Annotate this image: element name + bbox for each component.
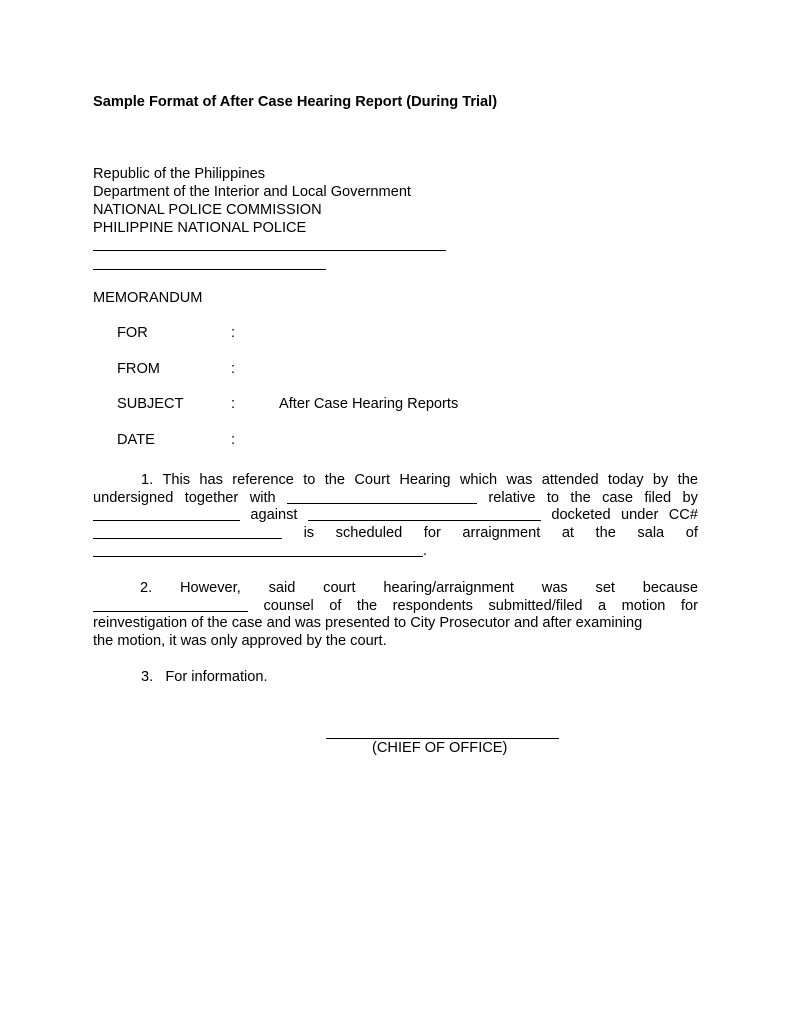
paragraph-2-line-4 [93,633,698,651]
fill-in-blank [287,490,477,504]
signature-line [326,738,559,739]
word: 2. [140,580,153,596]
for-colon: : [231,325,236,341]
paragraph-2-line-2 [93,598,698,616]
word: against [250,507,298,524]
word: 1. [141,472,154,488]
paragraph-1-line-5 [93,543,698,561]
fill-in-blank [308,507,541,521]
paragraph-3: 3. For information. [141,669,268,685]
word: under [620,507,659,524]
word: for [423,525,441,542]
word: said [268,580,296,596]
letterhead-napolcom: NATIONAL POLICE COMMISSION [93,202,322,218]
paragraph-2 [93,580,698,651]
word: set [595,580,615,596]
document-title: Sample Format of After Case Hearing Report (During Trial) [93,94,498,110]
word: has [199,472,223,488]
word: because [642,580,698,596]
word: the [356,597,378,614]
office-blank-line-2 [93,269,326,270]
word: by [682,489,698,506]
subject-colon: : [231,396,236,412]
word: today [607,472,644,488]
period: . [423,542,428,559]
word: attended [541,472,599,488]
word: submitted/filed [488,597,583,614]
letterhead-republic: Republic of the Philippines [93,166,265,182]
word: at [561,525,574,542]
office-blank-line-1 [93,250,446,251]
word: hearing/arraignment [383,580,514,596]
paragraph-1-line-4 [93,525,698,543]
paragraph-2-line-3 [93,615,698,633]
word: sala [637,525,665,542]
date-label: DATE [117,432,155,448]
word: the [570,489,591,506]
word: to [303,472,316,488]
from-label: FROM [117,361,160,377]
word: is [303,525,315,542]
letterhead-pnp: PHILIPPINE NATIONAL POLICE [93,220,307,236]
signature-label: (CHIEF OF OFFICE) [372,740,508,756]
fill-in-blank [93,507,240,521]
memorandum-label: MEMORANDUM [93,290,203,306]
from-field [117,361,617,379]
word: to [546,489,560,506]
word: However, [179,580,241,596]
word: respondents [392,597,473,614]
paragraph-1-line-3 [93,507,698,525]
word: of [329,597,342,614]
word: the [324,472,346,488]
for-field [117,325,617,343]
subject-value: After Case Hearing Reports [279,396,459,412]
word: counsel [263,597,314,614]
paragraph-1-line-1 [93,472,698,490]
date-field [117,432,617,450]
word: was [506,472,533,488]
fill-in-blank [93,598,248,612]
word: CC# [668,507,698,524]
word: docketed [551,507,611,524]
word: Court [354,472,391,488]
word: of [685,525,698,542]
word: a [598,597,607,614]
word: case [602,489,633,506]
from-colon: : [231,361,236,377]
letterhead [93,165,411,237]
word: This [162,472,191,488]
word: scheduled [335,525,403,542]
word: for [680,597,698,614]
date-colon: : [231,432,236,448]
word: court [323,580,356,596]
paragraph-2-text: the motion, it was only approved by the court. [93,633,387,650]
word: together [184,489,239,506]
word: Hearing [399,472,451,488]
letterhead-department: Department of the Interior and Local Government [93,184,411,200]
subject-label: SUBJECT [117,396,184,412]
paragraph-1-line-2 [93,490,698,508]
paragraph-2-text: reinvestigation of the case and was presented to City Prosecutor and after examining [93,615,643,632]
word: which [459,472,498,488]
word: by [652,472,669,488]
word: reference [232,472,294,488]
for-label: FOR [117,325,148,341]
word: the [595,525,616,542]
word: undersigned [93,489,174,506]
word: with [249,489,276,506]
word: motion [621,597,666,614]
word: was [541,580,568,596]
paragraph-2-line-1 [93,580,698,598]
fill-in-blank [93,525,282,539]
subject-field [117,396,617,414]
word: the [677,472,698,488]
word: filed [644,489,672,506]
paragraph-1 [93,472,698,560]
word: arraignment [462,525,541,542]
fill-in-blank [93,543,423,557]
word: relative [488,489,536,506]
